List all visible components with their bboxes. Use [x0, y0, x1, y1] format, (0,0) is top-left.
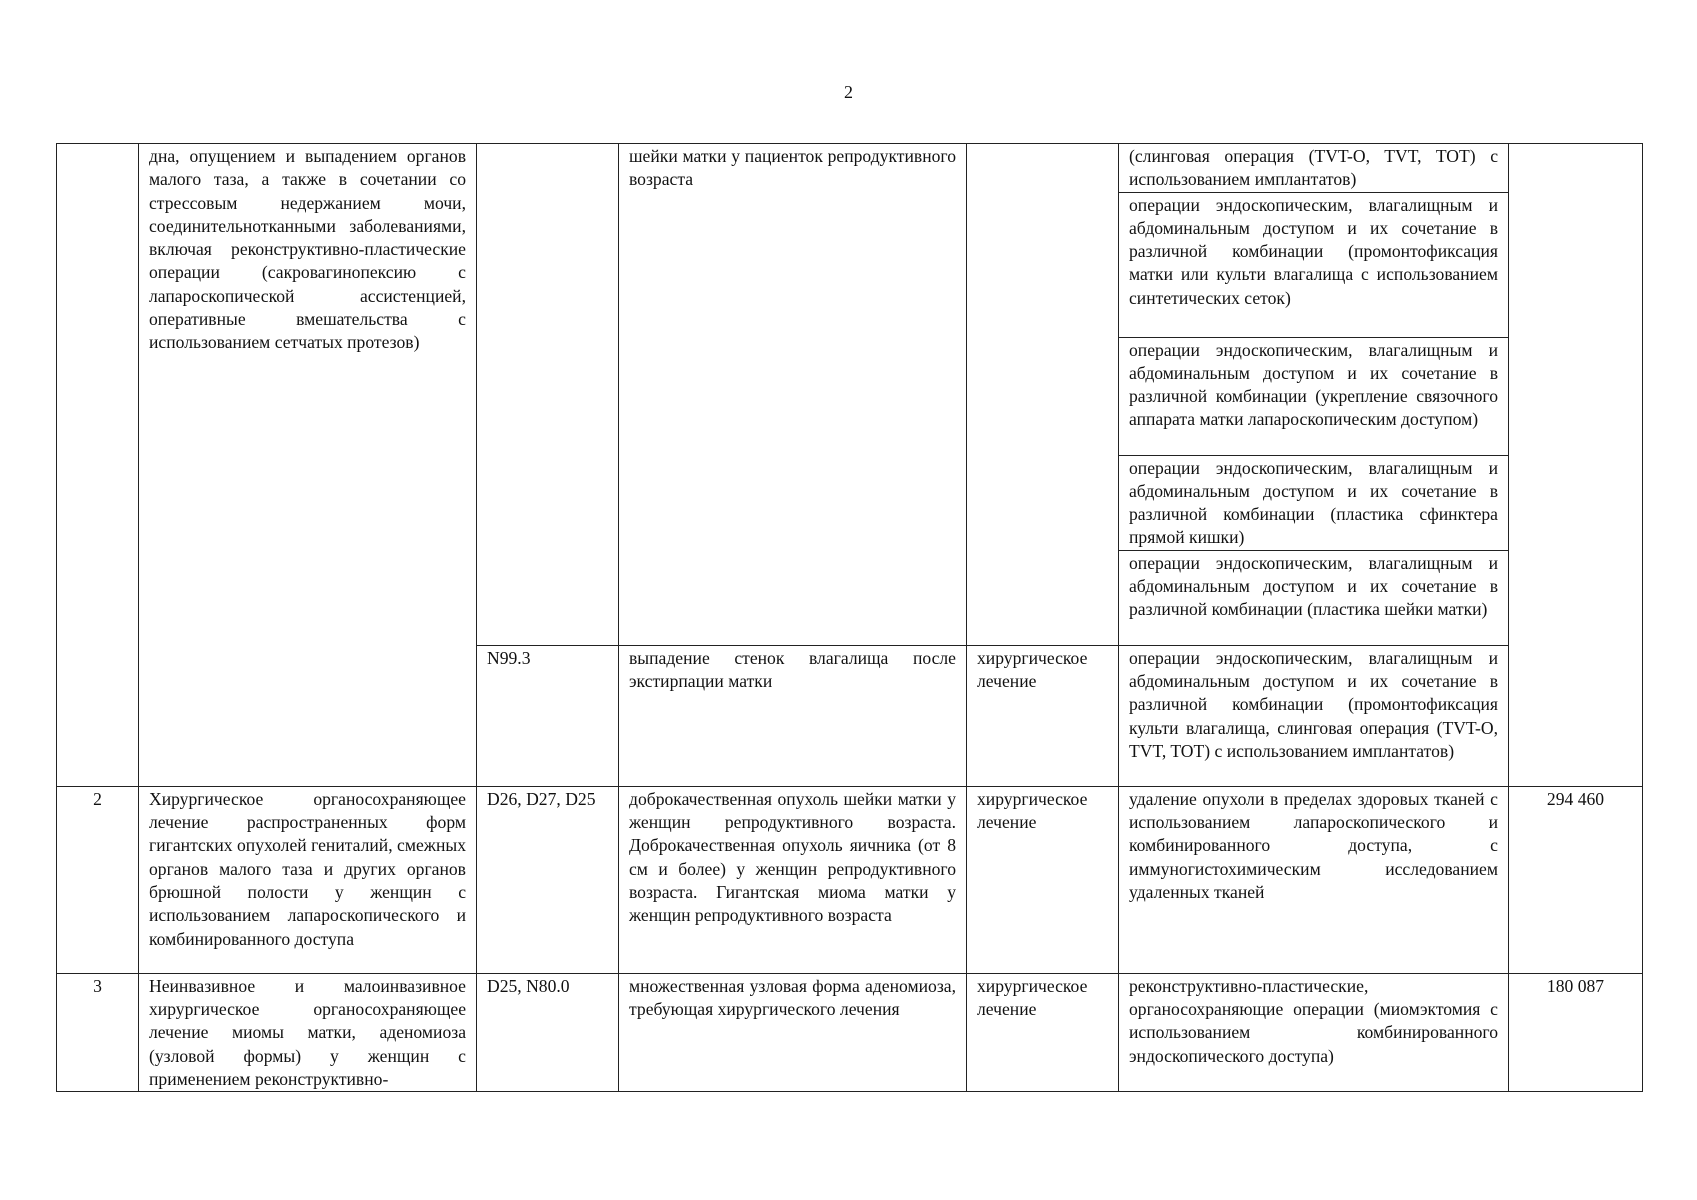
diagnosis-cell: множественная узловая форма аденомиоза, требующая хирургического лечения — [619, 973, 967, 1091]
row-number: 3 — [57, 973, 139, 1091]
method-cell: операции эндоскопическим, влагалищным и абдоминальным доступом и их сочетание в различной комбинации (пластика сфинктера прямой кишки) — [1119, 455, 1509, 550]
price-cell: 294 460 — [1509, 786, 1643, 973]
method-cell: операции эндоскопическим, влагалищным и абдоминальным доступом и их сочетание в различной комбинации (промонтофиксация культи влагалища, слинговая операция (TVT-O, TVT, TOT) с использованием имплантатов) — [1119, 645, 1509, 786]
name-cell: Хирургическое органосохраняющее лечение распространенных форм гигантских опухолей гениталий, смежных органов малого таза и других органов брюшной полости у женщин с использованием лапароскопического и комбинированного доступа — [139, 786, 477, 973]
cont-code-cell — [477, 144, 619, 646]
row-number: 2 — [57, 786, 139, 973]
code-cell: N99.3 — [477, 645, 619, 786]
treatment-cell: хирургическое лечение — [967, 645, 1119, 786]
code-cell: D25, N80.0 — [477, 973, 619, 1091]
cont-num-cell — [57, 144, 139, 787]
treatment-cell: хирургическое лечение — [967, 973, 1119, 1091]
method-cell: реконструктивно-пластические, органосохраняющие операции (миомэктомия с использованием комбинированного эндоскопического доступа) — [1119, 973, 1509, 1091]
cont-price-cell — [1509, 144, 1643, 787]
services-table — [56, 143, 1643, 1092]
cont-diagnosis-cell: шейки матки у пациенток репродуктивного возраста — [619, 144, 967, 646]
method-cell: операции эндоскопическим, влагалищным и абдоминальным доступом и их сочетание в различной комбинации (укрепление связочного аппарата матки лапароскопическим доступом) — [1119, 337, 1509, 455]
cont-treatment-cell — [967, 144, 1119, 646]
method-cell: (слинговая операция (TVT-O, TVT, TOT) с использованием имплантатов) — [1119, 144, 1509, 193]
treatment-cell: хирургическое лечение — [967, 786, 1119, 973]
cont-name-cell: дна, опущением и выпадением органов малого таза, а также в сочетании со стрессовым недержанием мочи, соединительнотканными заболеваниями, включая реконструктивно-пластические операции (сакровагинопексию с лапароскопической ассистенцией, оперативные вмешательства с использованием сетчатых протезов) — [139, 144, 477, 787]
method-cell: операции эндоскопическим, влагалищным и абдоминальным доступом и их сочетание в различной комбинации (промонтофиксация матки или культи влагалища с использованием синтетических сеток) — [1119, 192, 1509, 337]
table-row — [57, 786, 1643, 973]
table-row — [57, 144, 1643, 193]
page-number: 2 — [844, 82, 853, 102]
table-row — [57, 973, 1643, 1091]
code-cell: D26, D27, D25 — [477, 786, 619, 973]
diagnosis-cell: выпадение стенок влагалища после экстирпации матки — [619, 645, 967, 786]
method-cell: удаление опухоли в пределах здоровых тканей с использованием лапароскопического и комбинированного доступа, с иммуногистохимическим исследованием удаленных тканей — [1119, 786, 1509, 973]
name-cell: Неинвазивное и малоинвазивное хирургическое органосохраняющее лечение миомы матки, аденомиоза (узловой формы) у женщин с применением реконструктивно- — [139, 973, 477, 1091]
diagnosis-cell: доброкачественная опухоль шейки матки у женщин репродуктивного возраста. Доброкачественная опухоль яичника (от 8 см и более) у женщин репродуктивного возраста. Гигантская миома матки у женщин репродуктивного возраста — [619, 786, 967, 973]
method-cell: операции эндоскопическим, влагалищным и абдоминальным доступом и их сочетание в различной комбинации (пластика шейки матки) — [1119, 550, 1509, 645]
price-cell: 180 087 — [1509, 973, 1643, 1091]
